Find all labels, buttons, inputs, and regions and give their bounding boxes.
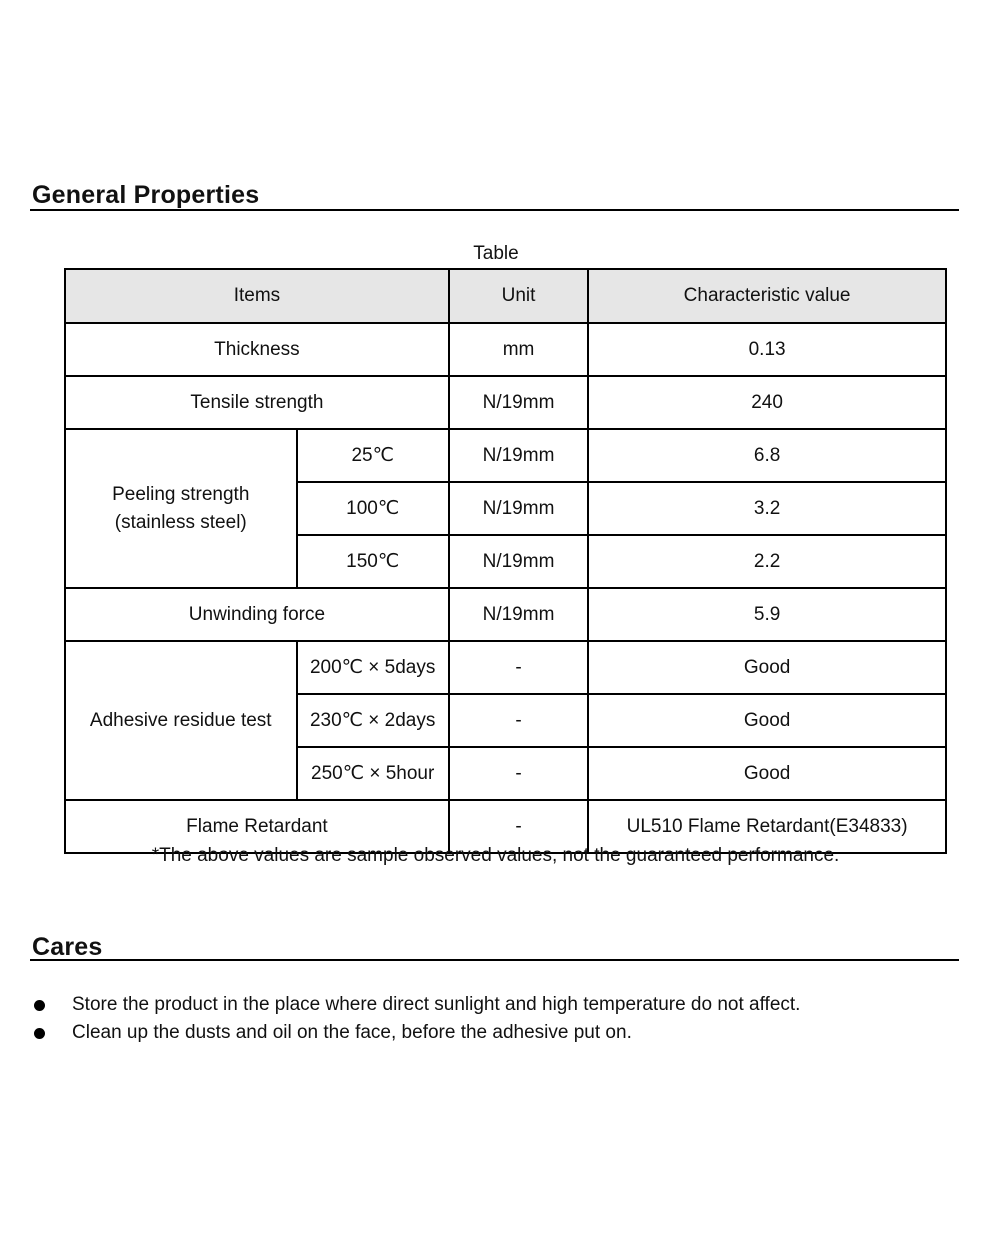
value-cell: 2.2	[588, 535, 946, 588]
value-cell: 6.8	[588, 429, 946, 482]
unit-cell: -	[449, 747, 588, 800]
cares-rule	[30, 959, 959, 961]
peeling-label-line2: (stainless steel)	[114, 511, 247, 533]
value-cell: 240	[588, 376, 946, 429]
list-item	[30, 991, 800, 1019]
value-cell: Good	[588, 694, 946, 747]
condition-cell: 200℃ × 5days	[297, 641, 449, 694]
unit-cell: -	[449, 800, 588, 853]
care-text: Store the product in the place where direct sunlight and high temperature do not affect.	[72, 994, 801, 1015]
condition-cell: 25℃	[297, 429, 449, 482]
unit-cell: N/19mm	[449, 588, 588, 641]
condition-cell: 250℃ × 5hour	[297, 747, 449, 800]
item-cell: Thickness	[65, 323, 449, 376]
value-cell: Good	[588, 641, 946, 694]
table-row	[65, 429, 946, 482]
table-row	[65, 588, 946, 641]
value-cell: 5.9	[588, 588, 946, 641]
table-row	[65, 641, 946, 694]
table-row	[65, 376, 946, 429]
unit-cell: N/19mm	[449, 482, 588, 535]
properties-table	[64, 268, 947, 854]
condition-cell: 150℃	[297, 535, 449, 588]
general-properties-title: General Properties	[32, 181, 260, 209]
value-cell: UL510 Flame Retardant(E34833)	[588, 800, 946, 853]
unit-cell: N/19mm	[449, 429, 588, 482]
item-cell-peeling	[65, 429, 297, 588]
unit-cell: mm	[449, 323, 588, 376]
care-text: Clean up the dusts and oil on the face, before the adhesive put on.	[72, 1022, 632, 1043]
condition-cell: 100℃	[297, 482, 449, 535]
item-cell-residue: Adhesive residue test	[65, 641, 297, 800]
unit-cell: N/19mm	[449, 376, 588, 429]
bullet-icon	[34, 1028, 45, 1039]
unit-cell: -	[449, 641, 588, 694]
table-header-row	[65, 269, 946, 323]
peeling-label-line1: Peeling strength	[112, 483, 250, 505]
header-unit: Unit	[449, 269, 588, 323]
bullet-icon	[34, 1000, 45, 1011]
table-row	[65, 323, 946, 376]
cares-title: Cares	[32, 933, 103, 961]
unit-cell: N/19mm	[449, 535, 588, 588]
header-characteristic-value: Characteristic value	[588, 269, 946, 323]
table-footnote: *The above values are sample observed values, not the guaranteed performance.	[151, 845, 840, 866]
condition-cell: 230℃ × 2days	[297, 694, 449, 747]
cares-list	[30, 991, 800, 1047]
header-items: Items	[65, 269, 449, 323]
general-properties-rule	[30, 209, 959, 211]
value-cell: Good	[588, 747, 946, 800]
item-cell: Unwinding force	[65, 588, 449, 641]
list-item	[30, 1019, 800, 1047]
table-caption: Table	[473, 243, 519, 264]
item-cell: Tensile strength	[65, 376, 449, 429]
unit-cell: -	[449, 694, 588, 747]
item-cell: Flame Retardant	[65, 800, 449, 853]
value-cell: 3.2	[588, 482, 946, 535]
value-cell: 0.13	[588, 323, 946, 376]
